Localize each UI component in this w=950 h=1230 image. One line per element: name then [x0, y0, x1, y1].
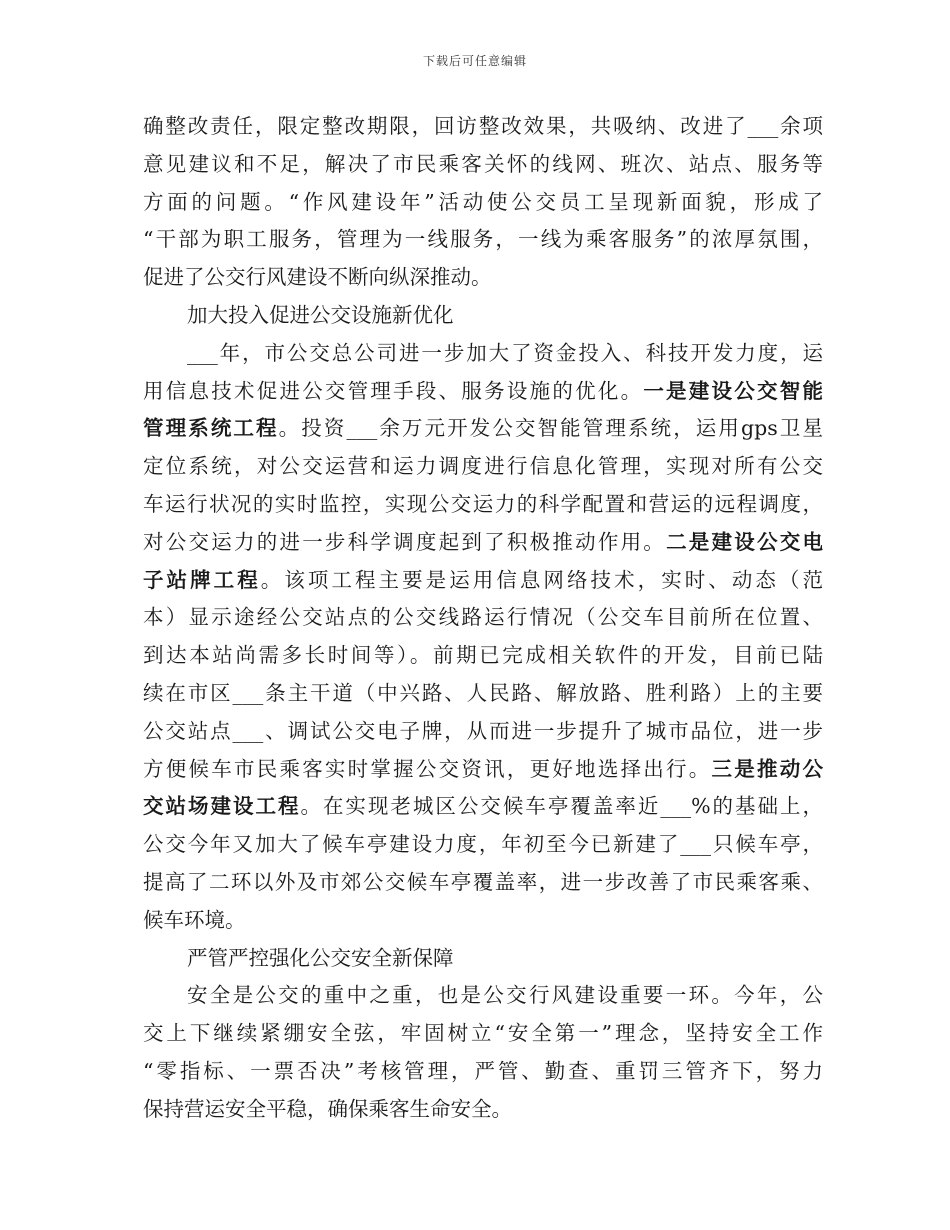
text-line	[143, 637, 823, 675]
text-segment: 本）显示途经公交站点的公交线路运行情况（公交车目前所在位置、	[143, 605, 823, 630]
text-segment: “零指标、一票否决”考核管理，严管、勤查、重罚三管齐下，努力	[143, 1058, 823, 1083]
text-segment: 提高了二环以外及市郊公交候车亭覆盖率，进一步改善了市民乘客乘、	[143, 869, 823, 894]
text-line	[143, 788, 823, 826]
text-segment: 意见建议和不足，解决了市民乘客关怀的线网、班次、站点、服务等	[143, 151, 823, 176]
text-line	[143, 1091, 823, 1129]
text-segment: 公交今年又加大了候车亭建设力度，年初至今已新建了___只候车亭，	[143, 832, 823, 857]
text-line	[143, 1053, 823, 1091]
text-segment: 方便候车市民乘客实时掌握公交资讯，更好地选择出行。	[143, 756, 712, 781]
document-body	[143, 108, 823, 1129]
text-segment: 保持营运安全平稳，确保乘客生命安全。	[143, 1096, 512, 1121]
text-line	[143, 335, 823, 373]
text-line	[143, 108, 823, 146]
text-line	[143, 599, 823, 637]
text-segment: 用信息技术促进公交管理手段、服务设施的优化。	[143, 378, 644, 403]
page-header: 下载后可任意编辑	[422, 54, 527, 68]
text-segment: 。投资___余万元开发公交智能管理系统，运用gps卫星	[278, 416, 824, 441]
bold-text-segment: 子站牌工程	[143, 567, 261, 592]
text-line	[143, 713, 823, 751]
text-line	[143, 259, 823, 297]
text-line	[143, 562, 823, 600]
text-segment: 候车环境。	[143, 907, 246, 932]
text-line	[143, 977, 823, 1015]
text-segment: ___年，市公交总公司进一步加大了资金投入、科技开发力度，运	[187, 340, 823, 365]
text-segment: 续在市区___条主干道（中兴路、人民路、解放路、胜利路）上的主要	[143, 680, 823, 705]
text-segment: 定位系统，对公交运营和运力调度进行信息化管理，实现对所有公交	[143, 454, 823, 479]
text-segment: 严管严控强化公交安全新保障	[187, 945, 454, 970]
text-line	[143, 1015, 823, 1053]
bold-text-segment: 一是建设公交智能	[643, 378, 824, 403]
text-line	[143, 448, 823, 486]
text-line	[143, 826, 823, 864]
text-line	[143, 524, 823, 562]
text-line	[143, 902, 823, 940]
bold-text-segment: 二是建设公交电	[666, 529, 824, 554]
text-line	[143, 297, 823, 335]
text-segment: 安全是公交的重中之重，也是公交行风建设重要一环。今年，公	[187, 983, 823, 1008]
text-segment: 方面的问题。“作风建设年”活动使公交员工呈现新面貌，形成了	[143, 189, 823, 214]
text-line	[143, 751, 823, 789]
text-segment: 。该项工程主要是运用信息网络技术，实时、动态（范	[260, 567, 824, 592]
bold-text-segment: 交站场建设工程	[143, 794, 301, 819]
text-segment: 车运行状况的实时监控，实现公交运力的科学配置和营运的远程调度，	[143, 491, 823, 516]
text-line	[143, 486, 823, 524]
text-segment: 交上下继续紧绷安全弦，牢固树立“安全第一”理念，坚持安全工作	[143, 1021, 823, 1046]
text-segment: “干部为职工服务，管理为一线服务，一线为乘客服务”的浓厚氛围，	[143, 227, 823, 252]
text-segment: 到达本站尚需多长时间等）。前期已完成相关软件的开发，目前已陆	[143, 643, 823, 668]
text-line	[143, 410, 823, 448]
bold-text-segment: 三是推动公	[711, 756, 824, 781]
text-line	[143, 184, 823, 222]
text-line	[143, 864, 823, 902]
text-line	[143, 675, 823, 713]
text-segment: 公交站点___、调试公交电子牌，从而进一步提升了城市品位，进一步	[143, 718, 823, 743]
text-segment: 促进了公交行风建设不断向纵深推动。	[143, 265, 492, 290]
text-segment: 。在实现老城区公交候车亭覆盖率近___%的基础上，	[300, 794, 824, 819]
text-line	[143, 221, 823, 259]
text-line	[143, 373, 823, 411]
text-line	[143, 146, 823, 184]
text-segment: 加大投入促进公交设施新优化	[187, 302, 454, 327]
text-segment: 对公交运力的进一步科学调度起到了积极推动作用。	[143, 529, 667, 554]
bold-text-segment: 管理系统工程	[143, 416, 279, 441]
text-segment: 确整改责任，限定整改期限，回访整改效果，共吸纳、改进了___余项	[143, 114, 823, 138]
text-line	[143, 940, 823, 978]
